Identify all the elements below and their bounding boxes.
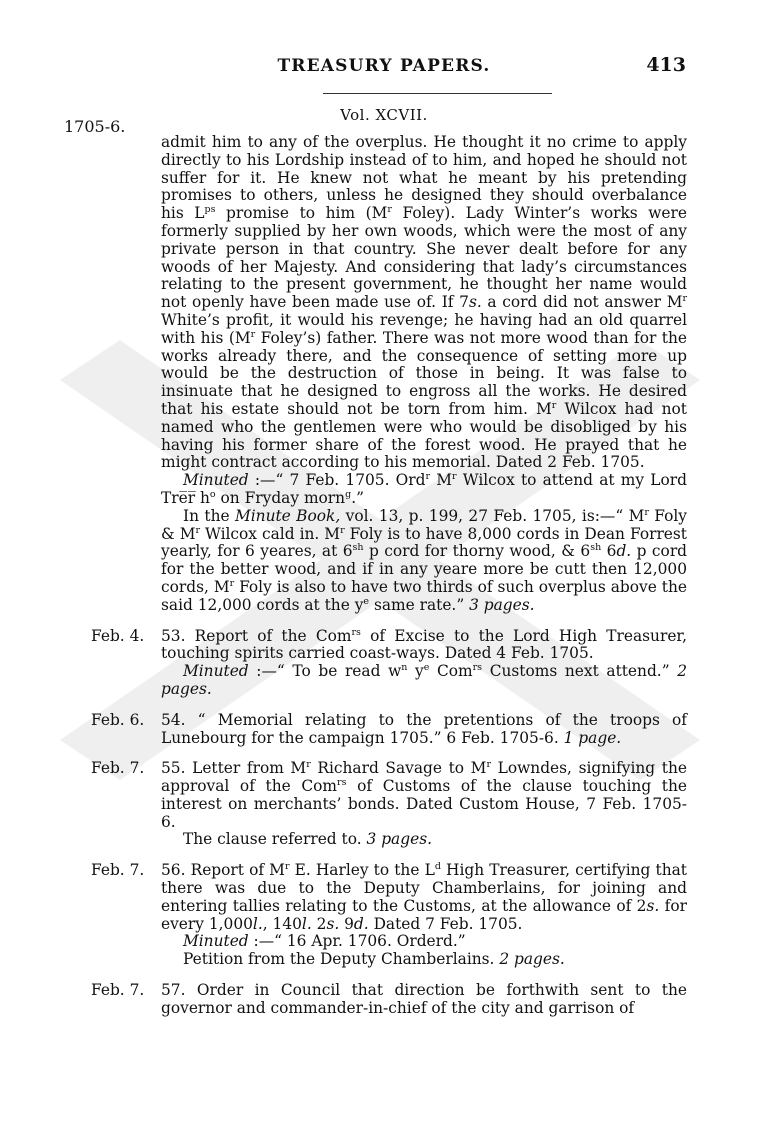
header-rule [323, 93, 552, 94]
entry-note: The clause referred to. 3 pages. [183, 830, 432, 849]
entry-minute: Minuted :—“ To be read $w^n$ $y^e$ Com$^{rs}$ Customs next attend.” 2 pages. [161, 662, 688, 698]
entry-55 [91, 759, 688, 849]
page-number: 413 [646, 54, 686, 76]
entry-note: Petition from the Deputy Chamberlains. 2 pages. [183, 950, 565, 969]
running-title: TREASURY PAPERS. [277, 56, 491, 76]
entry-date: Feb. 6. [91, 710, 145, 729]
entry-date: Feb. 4. [91, 626, 145, 645]
continuation-paragraph: admit him to any of the overplus. He thought it no crime to apply directly to his Lordship instead of to him, and hoped he should not suffer for it. He knew not what he meant by his pretending promises to others, unless he designed they should overbalance his $L^{ps}$ promise to him ($M^r$ Foley). Lady Winter’s works were formerly supplied by her own woods, which were the most of any private person in that country. She never dealt before for any woods of her Majesty. And considering that lady’s circumstances relating to the present government, he thought her name would not openly have been made use of. If 7s. a cord did not answer $M^r$ White’s profit, it would his revenge; he having had an old quarrel with his ($M^r$ Foley’s) father. There was not more wood than for the works already there, and the consequence of setting more up would be the destruction of those in being. It was false to insinuate that he designed to engross all the works. He desired that his estate should not be torn from him. $M^r$ Wilcox had not named who the gentlemen were who would be disobliged by his having his former share of the forest wood. He prayed that he might contract according to his memorial. Dated 2 Feb. 1705. [161, 133, 687, 472]
entry-body: 55. Letter from $M^r$ Richard Savage to $M^r$ Lowndes, signifying the approval of the Com$^{rs}$ of Customs of the clause touching the interest on merchants’ bonds. Dated Custom House, 7 Feb. 1705-6. [161, 759, 688, 831]
page-content [91, 133, 688, 1018]
entry-date: Feb. 7. [91, 861, 145, 880]
entry-body: 53. Report of the Com$^{rs}$ of Excise to the Lord High Treasurer, touching spirits carried coast-ways. Dated 4 Feb. 1705. [161, 626, 687, 663]
minuted-note: Minuted :—“ 7 Feb. 1705. Ord$^r$ $M^r$ Wilcox to attend at my Lord Tre̅r̅ $h^o$ on Fryday morn$^g$.” [161, 471, 687, 507]
entry-57 [91, 981, 687, 1018]
entry-body: 56. Report of $M^r$ E. Harley to the $L^d$ High Treasurer, certifying that there was due to the Deputy Chamberlains, for joining and entering tallies relating to the Customs, at the allowance of 2s. for every 1,000l., 140l. 2s. 9d. Dated 7 Feb. 1705. [161, 861, 687, 933]
entry-56 [91, 861, 687, 969]
minute-book-note: In the Minute Book, vol. 13, p. 199, 27 Feb. 1705, is:—“ $M^r$ Foly & $M^r$ Wilcox cald in. $M^r$ Foly is to have 8,000 cords in Dean Forrest yearly, for 6 yeares, at $6^{sh}$ p cord for thorny wood, & $6^{sh}$ 6d. p cord for the better wood, and if in any yeare more be cutt then 12,000 cords, $M^r$ Foly is also to have two thirds of such overplus above the said 12,000 cords at the $y^e$ same rate.” 3 pages. [161, 506, 688, 614]
entry-date: Feb. 7. [91, 759, 145, 778]
entry-minute: Minuted :—“ 16 Apr. 1706. Orderd.” [183, 932, 466, 951]
entry-date: Feb. 7. [91, 981, 145, 1000]
entry-53 [91, 626, 688, 699]
entry-54 [91, 710, 687, 748]
volume-heading: Vol. XCVII. [340, 106, 428, 124]
entry-body: 54. “ Memorial relating to the pretentions of the troops of Lunebourg for the campaign 1705.” 6 Feb. 1705-6. 1 page. [161, 710, 687, 747]
year-label: 1705-6. [64, 117, 126, 136]
entry-body: 57. Order in Council that direction be forthwith sent to the governor and commander-in-chief of the city and garrison of [161, 981, 687, 1017]
